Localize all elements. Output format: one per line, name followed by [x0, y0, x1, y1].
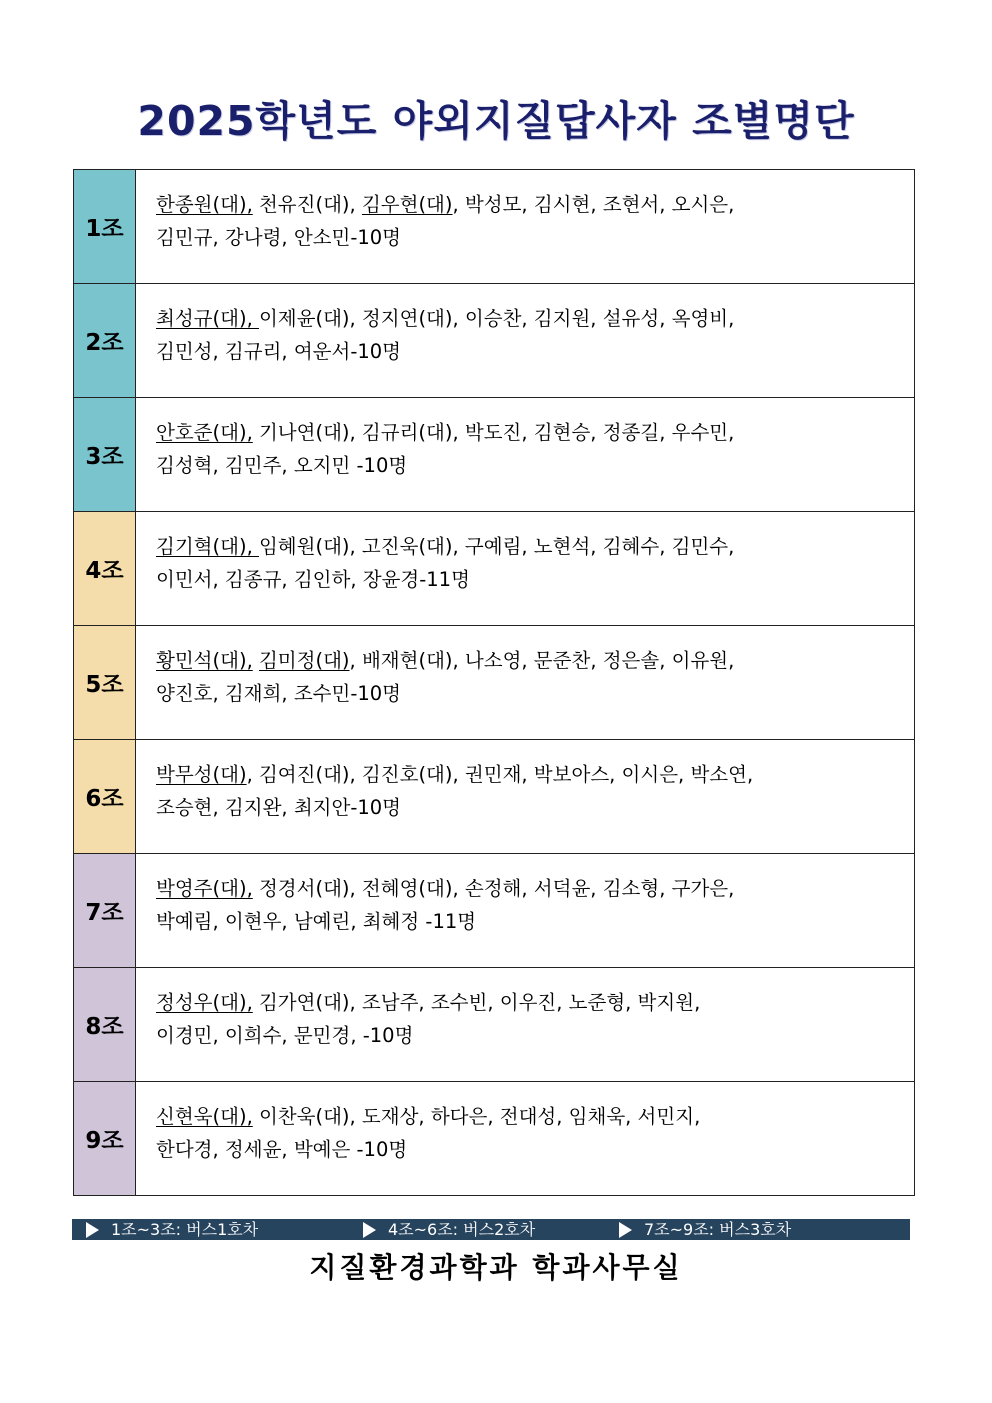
- group-members: [136, 512, 915, 626]
- group-leader-name: 정성우(대),: [156, 991, 253, 1014]
- members-line-2: 김성혁, 김민주, 오지민 -10명: [156, 454, 408, 477]
- group-roster-table: [73, 169, 915, 1196]
- group-leader-name: 최성규(대),: [156, 307, 259, 330]
- members-line-2: 한다경, 정세윤, 박예은 -10명: [156, 1138, 408, 1161]
- group-leader-name: 박영주(대),: [156, 877, 253, 900]
- members-line-2: 이민서, 김종규, 김인하, 장윤경-11명: [156, 568, 470, 591]
- member-names: 정경서(대), 전혜영(대), 손정해, 서덕윤, 김소형, 구가은,: [252, 877, 735, 900]
- group-label: 9조: [74, 1082, 136, 1196]
- group-leader-name: 신현욱(대),: [156, 1105, 253, 1128]
- group-members: [136, 740, 915, 854]
- members-line-1: [156, 872, 900, 905]
- group-members: [136, 1082, 915, 1196]
- bus-assignment-text: 1조~3조: 버스1호차: [111, 1220, 259, 1239]
- group-members: [136, 854, 915, 968]
- group-row: [74, 626, 915, 740]
- member-names: 천유진(대),: [252, 193, 362, 216]
- member-names: , 김여진(대), 김진호(대), 권민재, 박보아스, 이시은, 박소연,: [246, 763, 754, 786]
- arrow-icon: [363, 1222, 376, 1238]
- bus-assignment-bar: [72, 1219, 910, 1240]
- members-line-1: [156, 1100, 900, 1133]
- office-footer: 지질환경과학과 학과사무실: [309, 1251, 683, 1284]
- members-line-2: 박예림, 이현우, 남예린, 최혜정 -11명: [156, 910, 477, 933]
- bus-assignment-text: 4조~6조: 버스2호차: [388, 1220, 536, 1239]
- group-members: [136, 170, 915, 284]
- member-names: 기나연(대), 김규리(대), 박도진, 김현승, 정종길, 우수민,: [252, 421, 735, 444]
- member-names: , 박성모, 김시현, 조현서, 오시은,: [452, 193, 735, 216]
- group-row: [74, 512, 915, 626]
- bus-assignment-2: [349, 1219, 605, 1240]
- group-leader-name: 박무성(대): [156, 763, 247, 786]
- group-row: [74, 1082, 915, 1196]
- group-label: 5조: [74, 626, 136, 740]
- group-label: 7조: [74, 854, 136, 968]
- group-row: [74, 854, 915, 968]
- group-label: 6조: [74, 740, 136, 854]
- group-row: [74, 968, 915, 1082]
- group-label: 3조: [74, 398, 136, 512]
- group-label: 1조: [74, 170, 136, 284]
- group-leader-name: 김기혁(대),: [156, 535, 259, 558]
- group-row: [74, 284, 915, 398]
- members-line-1: [156, 416, 900, 449]
- group-members: [136, 626, 915, 740]
- group-row: [74, 398, 915, 512]
- bus-assignment-text: 7조~9조: 버스3호차: [644, 1220, 792, 1239]
- members-line-2: 조승현, 김지완, 최지안-10명: [156, 796, 402, 819]
- group-row: [74, 170, 915, 284]
- group-leader-name: 안호준(대),: [156, 421, 253, 444]
- bus-assignment-1: [72, 1219, 349, 1240]
- group-label: 2조: [74, 284, 136, 398]
- arrow-icon: [619, 1222, 632, 1238]
- member-names: , 배재현(대), 나소영, 문준찬, 정은솔, 이유원,: [349, 649, 735, 672]
- arrow-icon: [86, 1222, 99, 1238]
- group-label: 4조: [74, 512, 136, 626]
- group-members: [136, 968, 915, 1082]
- group-leader-name: 김미정(대): [258, 649, 350, 672]
- group-members: [136, 398, 915, 512]
- members-line-1: [156, 986, 900, 1019]
- member-names: 임혜원(대), 고진욱(대), 구예림, 노현석, 김혜수, 김민수,: [258, 535, 735, 558]
- group-members: [136, 284, 915, 398]
- bus-assignment-3: [605, 1219, 791, 1240]
- group-row: [74, 740, 915, 854]
- group-leader-name: 황민석(대),: [156, 649, 253, 672]
- members-line-1: [156, 188, 900, 221]
- member-names: 이제윤(대), 정지연(대), 이승찬, 김지원, 설유성, 옥영비,: [258, 307, 735, 330]
- members-line-1: [156, 302, 900, 335]
- group-leader-name: 김우현(대): [361, 193, 453, 216]
- members-line-2: 양진호, 김재희, 조수민-10명: [156, 682, 402, 705]
- group-label: 8조: [74, 968, 136, 1082]
- page-title: 2025학년도 야외지질답사자 조별명단: [137, 97, 855, 145]
- members-line-1: [156, 758, 900, 791]
- members-line-1: [156, 644, 900, 677]
- members-line-2: 김민규, 강나령, 안소민-10명: [156, 226, 402, 249]
- member-names: 김가연(대), 조남주, 조수빈, 이우진, 노준형, 박지원,: [252, 991, 701, 1014]
- members-line-2: 김민성, 김규리, 여운서-10명: [156, 340, 402, 363]
- group-leader-name: 한종원(대),: [156, 193, 253, 216]
- members-line-2: 이경민, 이희수, 문민경, -10명: [156, 1024, 414, 1047]
- members-line-1: [156, 530, 900, 563]
- member-names: 이찬욱(대), 도재상, 하다은, 전대성, 임채욱, 서민지,: [252, 1105, 701, 1128]
